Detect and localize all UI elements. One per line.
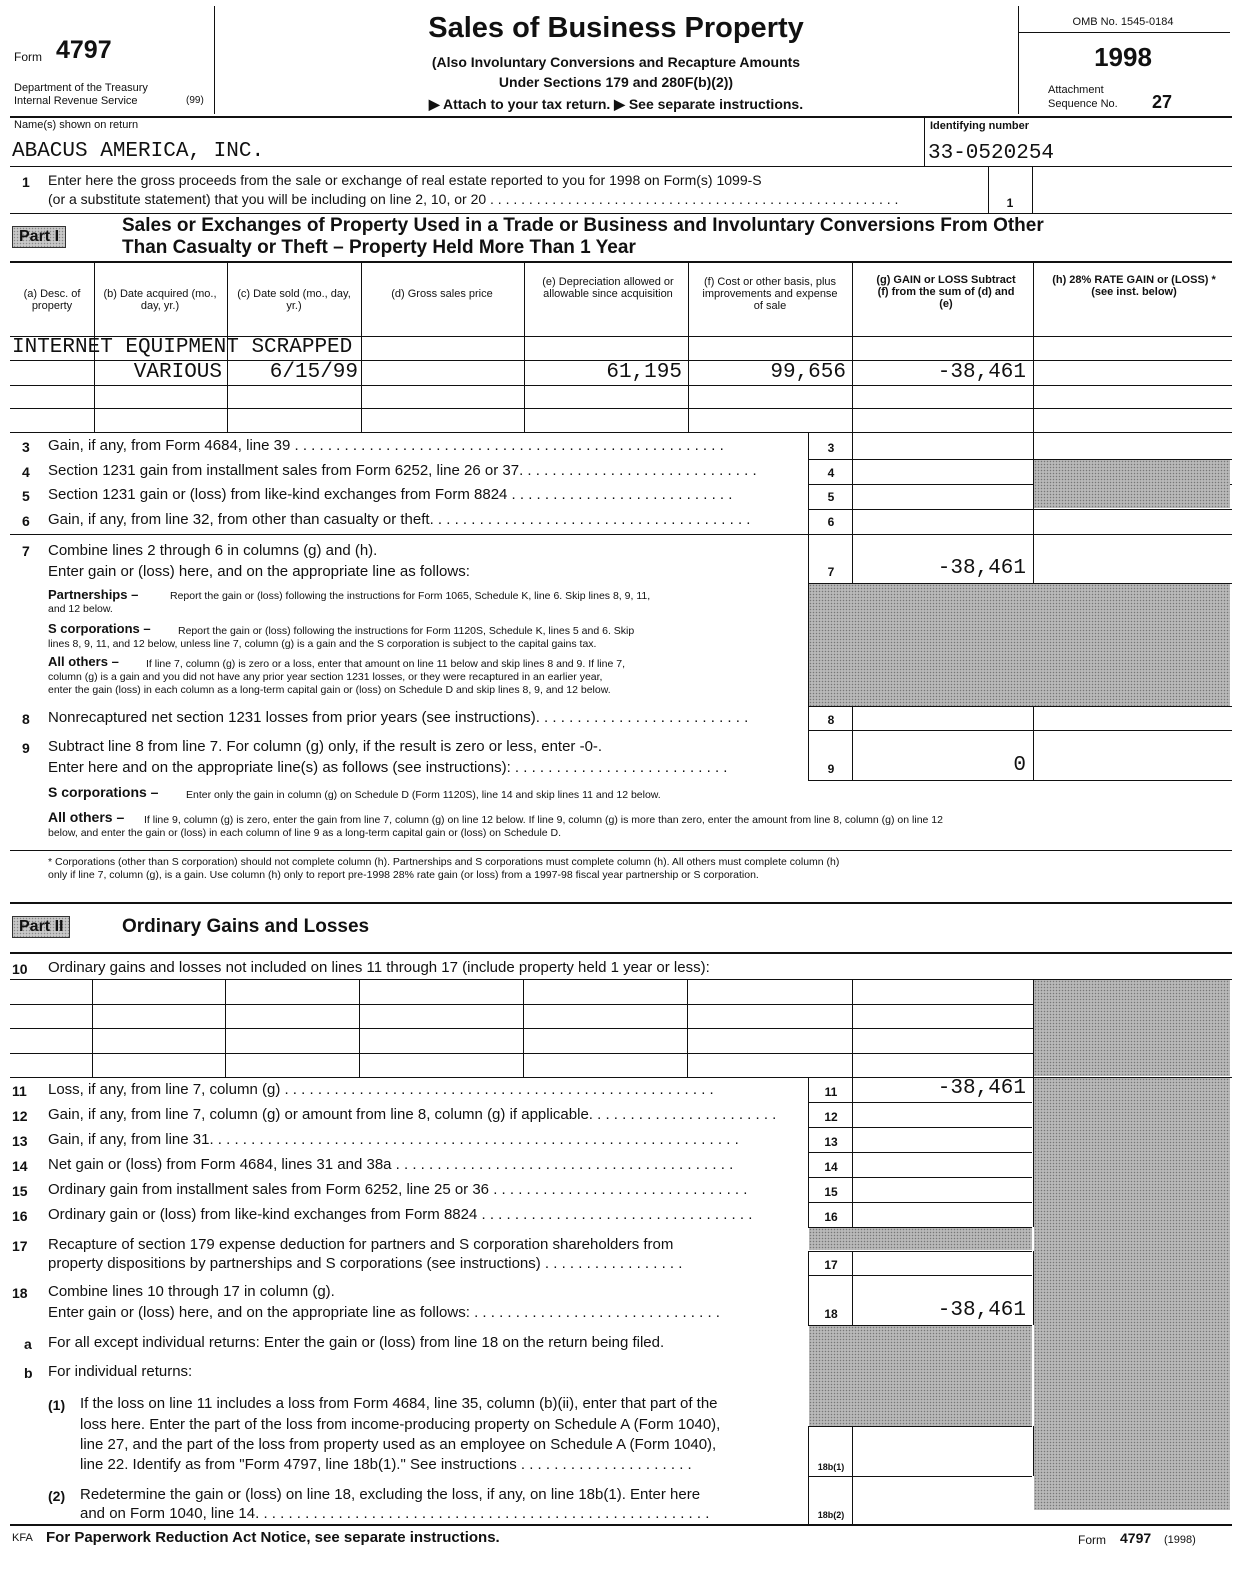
line-14-number: 14 xyxy=(12,1158,28,1174)
line-13-number: 13 xyxy=(12,1133,28,1149)
line-6-text: Gain, if any, from line 32, from other than casualty or theft. . . . . . . . . . . . . . . . . . . . . . . . . . . . . . . . . . . . . . . xyxy=(48,511,751,528)
line-18b-letter: b xyxy=(24,1365,33,1381)
line-13-text: Gain, if any, from line 31. . . . . . . . . . . . . . . . . . . . . . . . . . . . . . . . . . . . . . . . . . . . . . . . . . . . . . . . . . . . . . . . xyxy=(48,1131,739,1148)
form-subtitle-1: (Also Involuntary Conversions and Recapture Amounts xyxy=(431,54,801,70)
s9-text: Enter only the gain in column (g) on Schedule D (Form 1120S), line 14 and skip lines 11 and 12 below. xyxy=(186,789,661,801)
line-12-box: 12 xyxy=(824,1110,838,1124)
line-18b1-text-1: If the loss on line 11 includes a loss from Form 4684, line 35, column (b)(ii), enter that part of the xyxy=(80,1395,718,1412)
line-9-amount[interactable]: 0 xyxy=(1013,754,1026,777)
scorp-text-2: lines 8, 9, 11, and 12 below, unless line 7, column (g) is a gain and the S corporation is subject to the capital gains tax. xyxy=(48,638,597,650)
line-8-box: 8 xyxy=(827,713,835,727)
line-10-number: 10 xyxy=(12,961,28,977)
line-18b-text: For individual returns: xyxy=(48,1363,193,1380)
col-h-header: (h) 28% RATE GAIN or (LOSS) * (see inst. below) xyxy=(1052,274,1216,298)
line-4-number: 4 xyxy=(22,464,30,480)
line-3-number: 3 xyxy=(22,439,30,455)
col-g-header: (g) GAIN or LOSS Subtract (f) from the sum of (d) and (e) xyxy=(876,274,1016,310)
line-6-number: 6 xyxy=(22,513,30,529)
line-18b1-text-4: line 22. Identify as from "Form 4797, line 18b(1)." See instructions . . . . . . . . . . . . . . . . . . . . . xyxy=(80,1456,692,1473)
line-7-text-1: Combine lines 2 through 6 in columns (g) and (h). xyxy=(48,542,378,559)
line-18b1-text-3: line 27, and the part of the loss from property used as an employee on Schedule A (Form 1040), xyxy=(80,1436,717,1453)
line-18b2-number: (2) xyxy=(48,1488,66,1504)
form-subtitle-2: Under Sections 179 and 280F(b)(2)) xyxy=(498,74,734,90)
row2-gain-loss[interactable]: -38,461 xyxy=(937,361,1026,384)
part1-title-2: Than Casualty or Theft – Property Held More Than 1 Year xyxy=(122,237,636,258)
line-3-box: 3 xyxy=(827,441,835,455)
name-label: Name(s) shown on return xyxy=(14,119,139,131)
line-8-text: Nonrecaptured net section 1231 losses from prior years (see instructions). . . . . . . . . . . . . . . . . . . . . . . . . . xyxy=(48,709,749,726)
line-5-box: 5 xyxy=(827,490,835,504)
line-18b2-text-2: and on Form 1040, line 14. . . . . . . . . . . . . . . . . . . . . . . . . . . . . . . . . . . . . . . . . . . . . . . . . . . . . . . xyxy=(80,1505,710,1522)
part1-title-1: Sales or Exchanges of Property Used in a Trade or Business and Involuntary Conversions From Other xyxy=(122,215,1044,236)
col-a-header: (a) Desc. of property xyxy=(23,288,81,312)
others-text-2: column (g) is a gain and you did not have any prior year section 1231 losses, or they were recaptured in an earlier year, xyxy=(48,671,603,683)
line-18b1-number: (1) xyxy=(48,1397,66,1413)
partnerships-text-1: Report the gain or (loss) following the instructions for Form 1065, Schedule K, line 6. Skip lines 8, 9, 11, xyxy=(170,590,651,602)
line-18-text-1: Combine lines 10 through 17 in column (g). xyxy=(48,1283,335,1300)
footer-form-number: 4797 xyxy=(1120,1530,1152,1546)
footer-form-word: Form xyxy=(1078,1533,1106,1547)
part2-title: Ordinary Gains and Losses xyxy=(122,916,370,937)
line-9-box: 9 xyxy=(827,762,835,776)
dept-code: (99) xyxy=(186,95,204,106)
identifying-number[interactable]: 33-0520254 xyxy=(928,142,1055,165)
line-5-text: Section 1231 gain or (loss) from like-kind exchanges from Form 8824 . . . . . . . . . . . . . . . . . . . . . . . . . . . xyxy=(48,486,733,503)
part2-badge: Part II xyxy=(12,916,70,938)
line-18-box: 18 xyxy=(824,1307,838,1321)
part1-badge: Part I xyxy=(12,226,66,248)
line-11-amount[interactable]: -38,461 xyxy=(937,1077,1026,1100)
partnerships-text-2: and 12 below. xyxy=(48,603,113,615)
scorp-text-1: Report the gain or (loss) following the instructions for Form 1120S, Schedule K, lines 5 and 6. Skip xyxy=(178,625,635,637)
line-17-box: 17 xyxy=(824,1258,838,1272)
line-6-box: 6 xyxy=(827,515,835,529)
line-7-box: 7 xyxy=(827,565,835,579)
line-7-amount[interactable]: -38,461 xyxy=(937,557,1026,580)
s9-head: S corporations – xyxy=(48,784,159,800)
line-17-text-2: property dispositions by partnerships and S corporations (see instructions) . . . . . . . . . . . . . . . . . xyxy=(48,1255,683,1272)
row2-depreciation[interactable]: 61,195 xyxy=(606,361,682,384)
others-text-3: enter the gain (loss) in each column as a long-term capital gain or (loss) on Schedule D and skip lines 8, 9, and 12 below. xyxy=(48,684,611,696)
line-7-text-2: Enter gain or (loss) here, and on the appropriate line as follows: xyxy=(48,563,470,580)
row2-date-acquired[interactable]: VARIOUS xyxy=(133,361,222,384)
footer-form-year: (1998) xyxy=(1164,1534,1196,1546)
line-1-text-2: (or a substitute statement) that you will be including on line 2, 10, or 20 . . . . . . . . . . . . . . . . . . . . . . . . . . . . . . . . . . . . . . . . . . . . . . . . . . . . . xyxy=(48,191,899,207)
id-label: Identifying number xyxy=(930,120,1029,132)
tax-year: 1998 xyxy=(1094,42,1152,72)
others-head: All others – xyxy=(48,654,119,669)
line-4-box: 4 xyxy=(827,466,835,480)
line-1-amount[interactable] xyxy=(1034,168,1230,212)
form-title: Sales of Business Property xyxy=(428,12,804,44)
dept-line1: Department of the Treasury xyxy=(14,82,148,94)
line-3-text: Gain, if any, from Form 4684, line 39 . . . . . . . . . . . . . . . . . . . . . . . . . . . . . . . . . . . . . . . . . . . . . . . . . . . . xyxy=(48,437,724,454)
line-11-number: 11 xyxy=(12,1083,27,1099)
line-18b2-box: 18b(2) xyxy=(817,1510,845,1520)
line-9-number: 9 xyxy=(22,740,30,756)
row2-cost-basis[interactable]: 99,656 xyxy=(770,361,846,384)
partnerships-head: Partnerships – xyxy=(48,587,139,602)
line-15-number: 15 xyxy=(12,1183,28,1199)
line-9-text-1: Subtract line 8 from line 7. For column (g) only, if the result is zero or less, enter -0-. xyxy=(48,738,603,755)
others-text-1: If line 7, column (g) is zero or a loss, enter that amount on line 11 below and skip lines 8 and 9. If line 7, xyxy=(146,658,625,670)
col-e-header: (e) Depreciation allowed or allowable since acquisition xyxy=(542,276,674,300)
footnote-1: * Corporations (other than S corporation) should not complete column (h). Partnerships and S corporations must complete column (h). All others must complete column (h) xyxy=(48,856,840,868)
taxpayer-name[interactable]: ABACUS AMERICA, INC. xyxy=(12,140,265,163)
line-1-box: 1 xyxy=(1006,196,1014,210)
line-18b2-text-1: Redetermine the gain or (loss) on line 18, excluding the loss, if any, on line 18b(1). Enter here xyxy=(80,1486,701,1503)
line-8-number: 8 xyxy=(22,711,30,727)
line-5-number: 5 xyxy=(22,488,30,504)
line-11-box: 11 xyxy=(824,1085,838,1099)
line-18-number: 18 xyxy=(12,1285,28,1301)
line-12-number: 12 xyxy=(12,1108,28,1124)
form-word: Form xyxy=(14,50,42,64)
line-14-box: 14 xyxy=(824,1160,838,1174)
line-18b1-text-2: loss here. Enter the part of the loss from income-producing property on Schedule A (Form 1040), xyxy=(80,1416,721,1433)
line-12-text: Gain, if any, from line 7, column (g) or amount from line 8, column (g) if applicable. . . . . . . . . . . . . . . . . . . . . . . xyxy=(48,1106,777,1123)
col-b-header: (b) Date acquired (mo., day, yr.) xyxy=(103,288,217,312)
line-18-amount[interactable]: -38,461 xyxy=(937,1299,1026,1322)
footnote-2: only if line 7, column (g), is a gain. Use column (h) only to report pre-1998 28% rate gain (or loss) from a 1997-98 fiscal year partnership or S corporation. xyxy=(48,869,759,881)
col-c-header: (c) Date sold (mo., day, yr.) xyxy=(237,288,351,312)
paperwork-notice: For Paperwork Reduction Act Notice, see separate instructions. xyxy=(46,1529,500,1546)
attachment-label: Attachment xyxy=(1048,84,1104,96)
sequence-number: 27 xyxy=(1152,92,1173,112)
line-11-text: Loss, if any, from line 7, column (g) . . . . . . . . . . . . . . . . . . . . . . . . . . . . . . . . . . . . . . . . . . . . . . . . . . . . xyxy=(48,1081,714,1098)
col-d-header: (d) Gross sales price xyxy=(391,288,493,300)
o9-head: All others – xyxy=(48,809,125,825)
line-16-box: 16 xyxy=(824,1210,838,1224)
line-18b1-box: 18b(1) xyxy=(817,1462,845,1472)
o9-text-1: If line 9, column (g) is zero, enter the gain from line 7, column (g) on line 12 below. If line 9, column (g) is more than zero, enter the amount from line 8, column (g) on line 12 xyxy=(144,814,943,826)
line-15-text: Ordinary gain from installment sales from Form 6252, line 25 or 36 . . . . . . . . . . . . . . . . . . . . . . . . . . . . . . . xyxy=(48,1181,748,1198)
line-1-number: 1 xyxy=(22,174,30,190)
line-1-text-1: Enter here the gross proceeds from the sale or exchange of real estate reported to you for 1998 on Form(s) 1099-S xyxy=(48,172,762,188)
o9-text-2: below, and enter the gain or (loss) in each column of line 9 as a long-term capital gain or (loss) on Schedule D. xyxy=(48,827,562,839)
line-17-number: 17 xyxy=(12,1238,28,1254)
dept-line2: Internal Revenue Service xyxy=(14,95,138,107)
line-16-text: Ordinary gain or (loss) from like-kind exchanges from Form 8824 . . . . . . . . . . . . . . . . . . . . . . . . . . . . . . . . . xyxy=(48,1206,753,1223)
form-number: 4797 xyxy=(56,36,112,64)
line-10-text: Ordinary gains and losses not included on lines 11 through 17 (include property held 1 year or less): xyxy=(48,959,710,976)
line-18-text-2: Enter gain or (loss) here, and on the appropriate line as follows: . . . . . . . . . . . . . . . . . . . . . . . . . . . . . . xyxy=(48,1304,720,1321)
kfa-label: KFA xyxy=(12,1532,33,1544)
line-17-text-1: Recapture of section 179 expense deduction for partners and S corporation shareholders from xyxy=(48,1236,674,1253)
line-7-number: 7 xyxy=(22,543,30,559)
line-15-box: 15 xyxy=(824,1185,838,1199)
row1-description[interactable]: INTERNET EQUIPMENT SCRAPPED xyxy=(12,336,353,359)
row2-date-sold[interactable]: 6/15/99 xyxy=(269,361,358,384)
sequence-label: Sequence No. xyxy=(1048,98,1118,110)
line-13-box: 13 xyxy=(824,1135,838,1149)
line-14-text: Net gain or (loss) from Form 4684, lines 31 and 38a . . . . . . . . . . . . . . . . . . . . . . . . . . . . . . . . . . . . . . . . . xyxy=(48,1156,734,1173)
line-9-text-2: Enter here and on the appropriate line(s) as follows (see instructions): . . . . . . . . . . . . . . . . . . . . . . . . . . xyxy=(48,759,728,776)
line-18a-text: For all except individual returns: Enter the gain or (loss) from line 18 on the return being filed. xyxy=(48,1334,665,1351)
col-f-header: (f) Cost or other basis, plus improvements and expense of sale xyxy=(702,276,838,312)
line-16-number: 16 xyxy=(12,1208,28,1224)
scorp-head: S corporations – xyxy=(48,621,151,636)
line-4-text: Section 1231 gain from installment sales from Form 6252, line 26 or 37. . . . . . . . . . . . . . . . . . . . . . . . . . . . . xyxy=(48,462,757,479)
form-subtitle-3: ▶ Attach to your tax return. ▶ See separate instructions. xyxy=(428,96,804,112)
line-18a-letter: a xyxy=(24,1336,32,1352)
omb-number: OMB No. 1545-0184 xyxy=(1072,16,1174,28)
